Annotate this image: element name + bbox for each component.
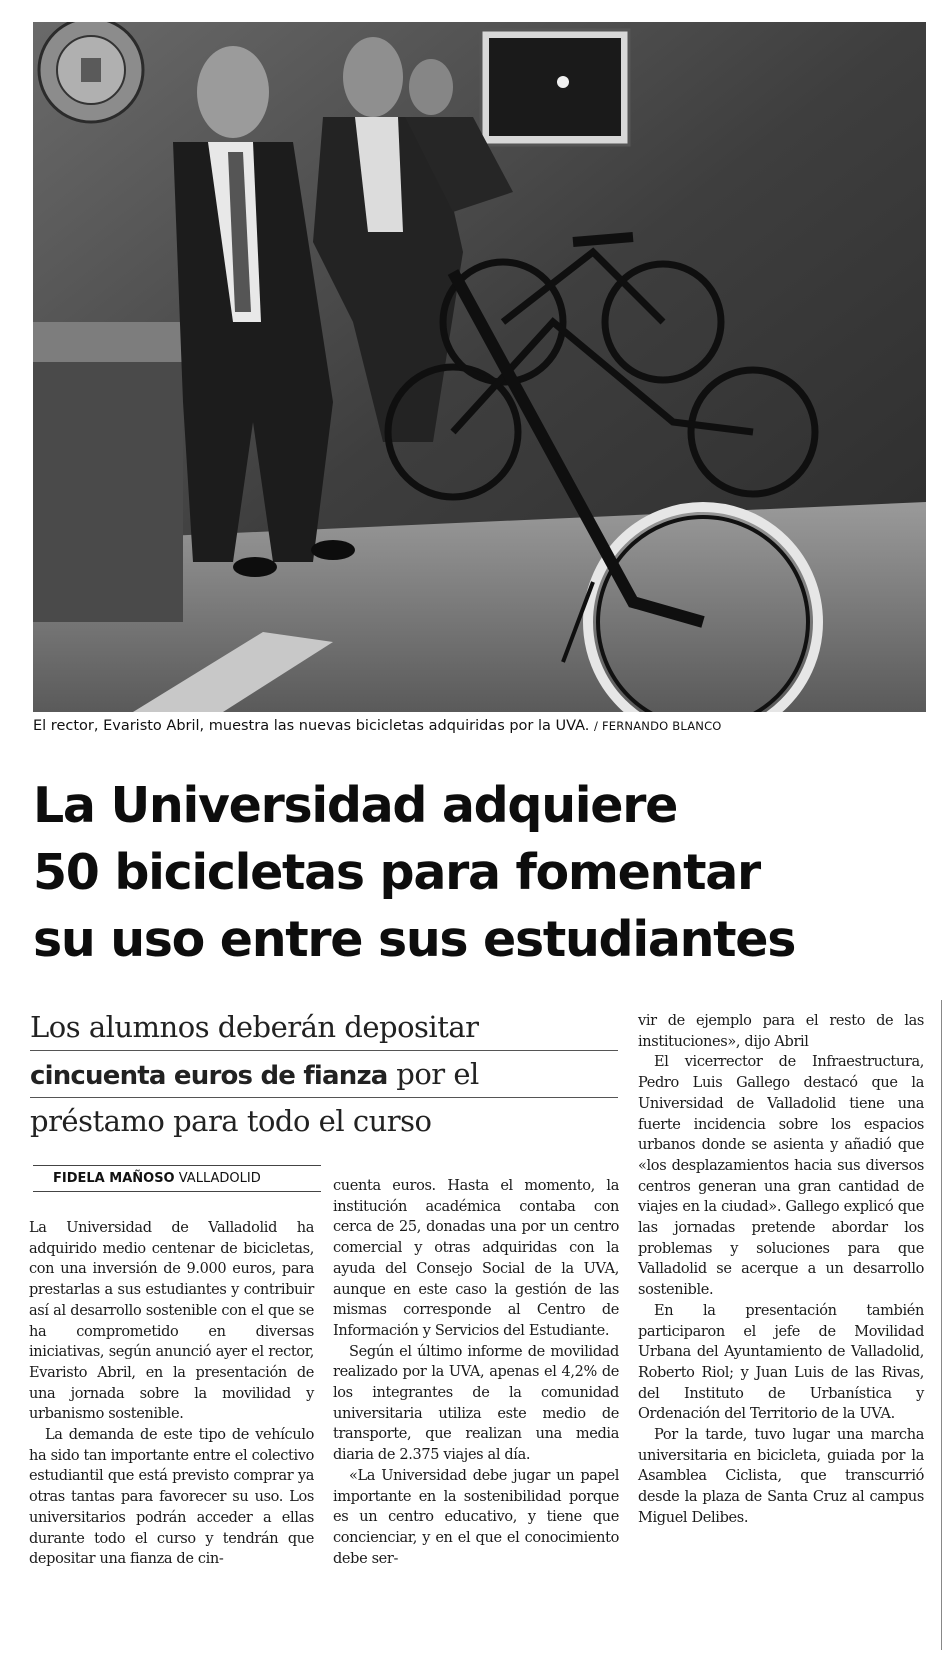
caption-text: El rector, Evaristo Abril, muestra las nuevas bicicletas adquiridas por la UVA. [33, 718, 590, 734]
paragraph: En la presentación también participaron el jefe de Movilidad Urbana del Ayuntamiento de Valladolid, Roberto Riol; y Juan Luis de las Rivas, del Instituto de Urbanística y Ordenación del Territorio de la UVA. [638, 1302, 924, 1423]
news-photo [33, 22, 926, 712]
headline [33, 772, 923, 973]
article-column-2 [333, 1176, 619, 1569]
subhead-line-3: préstamo para todo el curso [30, 1104, 432, 1138]
column-divider [941, 1000, 942, 1650]
subhead-line-1: Los alumnos deberán depositar [30, 1004, 618, 1051]
subhead-bold-text: cincuenta euros de fianza [30, 1061, 388, 1091]
headline-line-2: 50 bicicletas para fomentar [33, 844, 760, 901]
paragraph: El vicerrector de Infraestructura, Pedro Luis Gallego destacó que la Universidad de Valladolid tiene una fuerte incidencia sobre los espacios urbanos donde se asienta y añadió que «los desplazamientos hacia sus diversos centros generan una gran cantidad de viajes en la ciudad». Gallego explicó que las jornadas pretende abordar los problemas y soluciones para que Valladolid se acerque a un desarrollo sostenible. [638, 1054, 924, 1299]
byline-author: FIDELA MAÑOSO [53, 1171, 175, 1186]
university-seal-icon [39, 22, 143, 122]
byline [33, 1165, 321, 1192]
paragraph: La Universidad de Valladolid ha adquirido medio centenar de bicicletas, con una inversión de 9.000 euros, para prestarlas a sus estudiantes y contribuir así al desarrollo sostenible con el que se ha comprometido en diversas iniciativas, según anunció ayer el rector, Evaristo Abril, en la presentación de una jornada sobre la movilidad y urbanismo sostenible. [29, 1220, 314, 1423]
paragraph: Por la tarde, tuvo lugar una marcha universitaria en bicicleta, guiada por la Asamblea Ciclista, que transcurrió desde la plaza de Santa Cruz al campus Miguel Delibes. [638, 1427, 924, 1526]
tv-icon [481, 30, 629, 145]
article-column-3 [638, 1011, 924, 1529]
article-column-1 [29, 1218, 314, 1570]
subhead-line-2-rest: por el [387, 1057, 479, 1091]
headline-line-3: su uso entre sus estudiantes [33, 911, 796, 968]
paragraph: cuenta euros. Hasta el momento, la institución académica contaba con cerca de 25, donadas una por un centro comercial y otras adquiridas con la ayuda del Consejo Social de la UVA, aunque en este caso la gestión de las mismas corresponde al Centro de Información y Servicios del Estudiante. [333, 1178, 619, 1339]
paragraph: vir de ejemplo para el resto de las instituciones», dijo Abril [638, 1013, 924, 1050]
subheadline [30, 1004, 618, 1144]
photo-caption [33, 718, 933, 734]
byline-location: VALLADOLID [178, 1171, 261, 1186]
headline-line-1: La Universidad adquiere [33, 777, 678, 834]
subhead-line-2 [30, 1051, 618, 1098]
paragraph: Según el último informe de movilidad realizado por la UVA, apenas el 4,2% de los integrantes de la comunidad universitaria utiliza este medio de transporte, que realizan una media diaria de 2.375 viajes al día. [333, 1343, 619, 1464]
paragraph: «La Universidad debe jugar un papel importante en la sostenibilidad porque es un centro educativo, y tiene que concienciar, y en el que el conocimiento debe ser- [333, 1467, 619, 1567]
paragraph: La demanda de este tipo de vehículo ha sido tan importante entre el colectivo estudiantil que está previsto comprar ya otras tantas para favorecer su uso. Los universitarios podrán acceder a ellas durante todo el curso y tendrán que depositar una fianza de cin- [29, 1427, 314, 1568]
photo-credit: / FERNANDO BLANCO [594, 719, 722, 733]
